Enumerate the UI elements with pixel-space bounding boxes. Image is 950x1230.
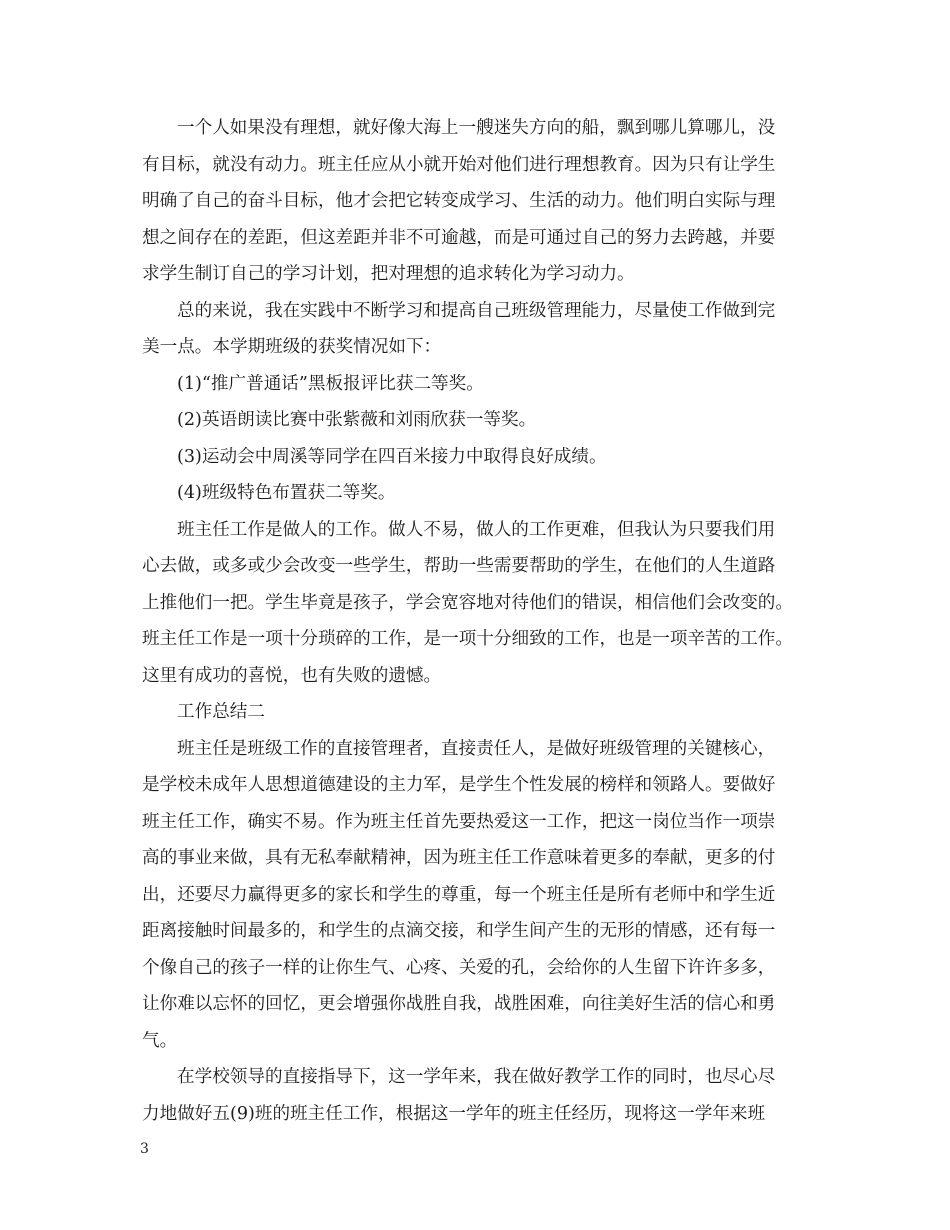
paragraph-line: 班主任工作是一项十分琐碎的工作，是一项十分细致的工作，也是一项辛苦的工作。 — [142, 629, 793, 649]
paragraph-line: 让你难以忘怀的回忆，更会增强你战胜自我，战胜困难，向往美好生活的信心和勇 — [142, 994, 776, 1014]
paragraph-first-line: (2)英语朗读比赛中张紫薇和刘雨欣获一等奖。 — [177, 410, 537, 430]
paragraph-line: 心去做，或多或少会改变一些学生，帮助一些需要帮助的学生，在他们的人生道路 — [142, 556, 776, 576]
paragraph-line: 距离接触时间最多的，和学生的点滴交接，和学生间产生的无形的情感，还有每一 — [142, 921, 776, 941]
paragraph-line: 高的事业来做，具有无私奉献精神，因为班主任工作意味着更多的奉献，更多的付 — [142, 848, 776, 868]
paragraph-first-line: 工作总结二 — [177, 702, 265, 722]
paragraph-line: 有目标，就没有动力。班主任应从小就开始对他们进行理想教育。因为只有让学生 — [142, 154, 776, 175]
paragraph-line: 力地做好五(9)班的班主任工作，根据这一学年的班主任经历，现将这一学年来班 — [142, 1103, 766, 1124]
paragraph-line: 上推他们一把。学生毕竟是孩子，学会宽容地对待他们的错误，相信他们会改变的。 — [142, 592, 793, 613]
paragraph-line: 出，还要尽力赢得更多的家长和学生的尊重，每一个班主任是所有老师中和学生近 — [142, 884, 776, 905]
paragraph-first-line: (4)班级特色布置获二等奖。 — [177, 483, 396, 503]
paragraph-line: 气。 — [142, 1030, 178, 1051]
paragraph-first-line: 总的来说，我在实践中不断学习和提高自己班级管理能力，尽量使工作做到完 — [177, 300, 776, 321]
paragraph-first-line: (3)运动会中周溪等同学在四百米接力中取得良好成绩。 — [177, 446, 607, 467]
paragraph-first-line: 在学校领导的直接指导下，这一学年来，我在做好教学工作的同时，也尽心尽 — [177, 1067, 776, 1087]
paragraph-first-line: 班主任工作是做人的工作。做人不易，做人的工作更难，但我认为只要我们用 — [177, 519, 776, 540]
paragraph-first-line: (1)“推广普通话”黑板报评比获二等奖。 — [177, 373, 484, 394]
page-number: 3 — [140, 1141, 149, 1157]
paragraph-line: 美一点。本学期班级的获奖情况如下： — [142, 337, 442, 357]
paragraph-line: 班主任工作，确实不易。作为班主任首先要热爱这一工作，把这一岗位当作一项崇 — [142, 811, 776, 832]
paragraph-line: 个像自己的孩子一样的让你生气、心疼、关爱的孔，会给你的人生留下许许多多， — [142, 957, 776, 978]
paragraph-line: 求学生制订自己的学习计划，把对理想的追求转化为学习动力。 — [142, 264, 635, 284]
paragraph-first-line: 一个人如果没有理想，就好像大海上一艘迷失方向的船，飘到哪儿算哪儿，没 — [177, 118, 776, 138]
paragraph-line: 明确了自己的奋斗目标，他才会把它转变成学习、生活的动力。他们明白实际与理 — [142, 191, 776, 211]
paragraph-first-line: 班主任是班级工作的直接管理者，直接责任人，是做好班级管理的关键核心， — [177, 738, 776, 759]
paragraph-line: 想之间存在的差距，但这差距并非不可逾越，而是可通过自己的努力去跨越，并要 — [142, 227, 776, 248]
paragraph-line: 这里有成功的喜悦，也有失败的遗憾。 — [142, 665, 442, 686]
paragraph-line: 是学校未成年人思想道德建设的主力军，是学生个性发展的榜样和领路人。要做好 — [142, 775, 776, 795]
document-body — [142, 110, 818, 1132]
